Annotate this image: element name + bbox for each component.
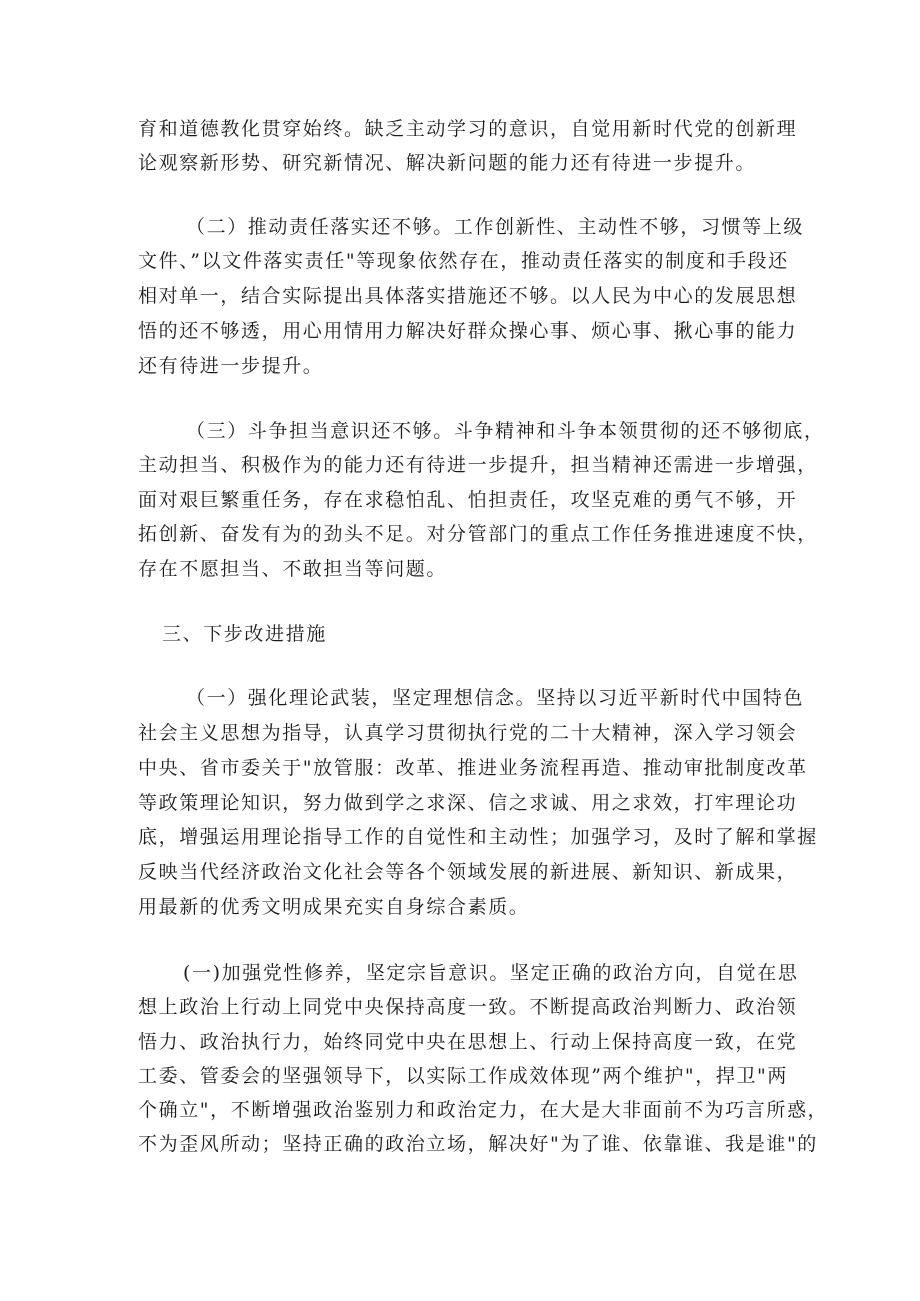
text-line: 悟的还不够透，用心用情用力解决好群众操心事、烦心事、揪心事的能力 bbox=[138, 320, 798, 342]
text-line: 悟力、政治执行力，始终同党中央在思想上、行动上保持高度一致，在党 bbox=[138, 1031, 798, 1053]
text-line: 底，增强运用理论指导工作的自觉性和主动性；加强学习，及时了解和掌握 bbox=[138, 826, 818, 848]
text-line: 还有待进一步提升。 bbox=[138, 355, 324, 377]
text-line: 论观察新形势、研究新情况、解决新问题的能力还有待进一步提升。 bbox=[138, 152, 757, 174]
text-line: 育和道德教化贯穿始终。缺乏主动学习的意识，自觉用新时代党的创新理 bbox=[138, 118, 798, 140]
section-heading: 三、下步改进措施 bbox=[162, 623, 327, 645]
text-line: 面对艰巨繁重任务，存在求稳怕乱、怕担责任，攻坚克难的勇气不够，开 bbox=[138, 489, 798, 511]
text-line: 想上政治上行动上同党中央保持高度一致。不断提高政治判断力、政治领 bbox=[138, 996, 798, 1018]
text-line: (一)加强党性修养，坚定宗旨意识。坚定正确的政治方向，自觉在思 bbox=[183, 962, 799, 984]
text-line: 不为歪风所动；坚持正确的政治立场，解决好"为了谁、依靠谁、我是谁"的 bbox=[138, 1133, 818, 1155]
text-line: （二）推动责任落实还不够。工作创新性、主动性不够，习惯等上级 bbox=[186, 216, 805, 238]
text-line: 反映当代经济政治文化社会等各个领域发展的新进展、新知识、新成果， bbox=[138, 861, 798, 883]
text-line: （一）强化理论武装，坚定理想信念。坚持以习近平新时代中国特色 bbox=[186, 687, 805, 709]
text-line: 个确立"，不断增强政治鉴别力和政治定力，在大是大非面前不为巧言所惑， bbox=[138, 1099, 829, 1121]
text-line: 等政策理论知识，努力做到学之求深、信之求诚、用之求效，打牢理论功 bbox=[138, 792, 798, 814]
text-line: （三）斗争担当意识还不够。斗争精神和斗争本领贯彻的还不够彻底， bbox=[186, 420, 825, 442]
text-line: 拓创新、奋发有为的劲头不足。对分管部门的重点工作任务推进速度不快， bbox=[138, 523, 818, 545]
text-line: 相对单一，结合实际提出具体落实措施还不够。以人民为中心的发展思想 bbox=[138, 285, 798, 307]
text-line: 用最新的优秀文明成果充实自身综合素质。 bbox=[138, 896, 530, 918]
text-line: 存在不愿担当、不敢担当等问题。 bbox=[138, 558, 448, 580]
text-line: 工委、管委会的坚强领导下，以实际工作成效体现”两个维护"，捍卫"两 bbox=[138, 1065, 788, 1087]
text-line: 主动担当、积极作为的能力还有待进一步提升，担当精神还需进一步增强， bbox=[138, 454, 818, 476]
text-line: 文件、”以文件落实责任"等现象依然存在，推动责任落实的制度和手段还 bbox=[138, 250, 789, 272]
text-line: 社会主义思想为指导，认真学习贯彻执行党的二十大精神，深入学习领会 bbox=[138, 722, 798, 744]
text-line: 中央、省市委关于"放管服：改革、推进业务流程再造、推动审批制度改革 bbox=[138, 757, 808, 779]
